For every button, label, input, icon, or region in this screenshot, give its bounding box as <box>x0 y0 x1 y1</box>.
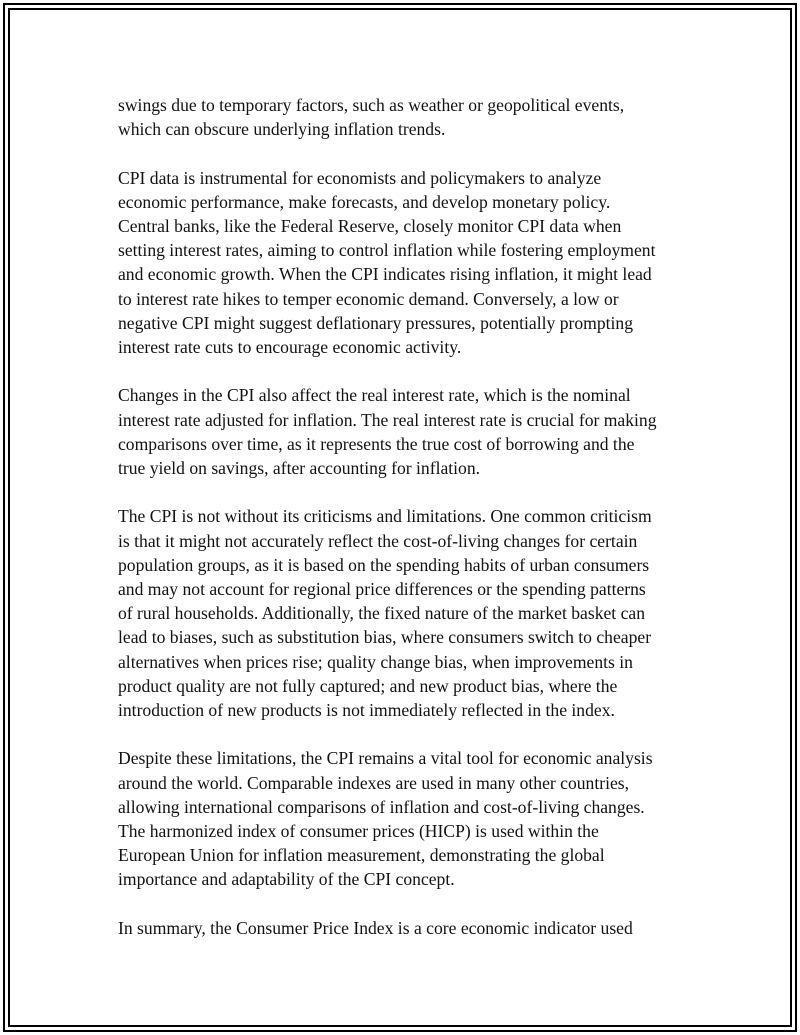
text-line: and may not account for regional price differences or the spending patterns <box>118 579 646 600</box>
text-line: alternatives when prices rise; quality change bias, when improvements in <box>118 651 633 672</box>
text-line: of rural households. Additionally, the fixed nature of the market basket can <box>118 603 646 624</box>
paragraph-2 <box>118 166 698 360</box>
text-line: product quality are not fully captured; and new product bias, where the <box>118 675 618 696</box>
text-line: The harmonized index of consumer prices (HICP) is used within the <box>118 821 599 842</box>
text-line: introduction of new products is not immediately reflected in the index. <box>118 700 615 721</box>
text-line: setting interest rates, aiming to control inflation while fostering employment <box>118 240 656 261</box>
text-line: negative CPI might suggest deflationary pressures, potentially prompting <box>118 312 634 333</box>
document-body <box>118 93 698 964</box>
text-line: importance and adaptability of the CPI concept. <box>118 869 455 890</box>
text-line: Despite these limitations, the CPI remains a vital tool for economic analysis <box>118 748 653 769</box>
paragraph-1 <box>118 93 698 141</box>
paragraph-4 <box>118 504 698 722</box>
text-line: comparisons over time, as it represents the true cost of borrowing and the <box>118 433 635 454</box>
text-line: and economic growth. When the CPI indicates rising inflation, it might lead <box>118 264 652 285</box>
paragraph-6 <box>118 916 698 940</box>
text-line: European Union for inflation measurement, demonstrating the global <box>118 845 605 866</box>
text-line: lead to biases, such as substitution bias, where consumers switch to cheaper <box>118 627 652 648</box>
text-line: to interest rate hikes to temper economic demand. Conversely, a low or <box>118 288 619 309</box>
text-line: The CPI is not without its criticisms and limitations. One common criticism <box>118 506 652 527</box>
text-line: Central banks, like the Federal Reserve, closely monitor CPI data when <box>118 216 622 236</box>
text-line: around the world. Comparable indexes are used in many other countries, <box>118 772 630 793</box>
text-line: which can obscure underlying inflation trends. <box>118 119 446 140</box>
text-line: allowing international comparisons of inflation and cost-of-living changes. <box>118 796 645 817</box>
text-line: true yield on savings, after accounting for inflation. <box>118 458 481 479</box>
paragraph-3 <box>118 383 698 480</box>
text-line: CPI data is instrumental for economists and policymakers to analyze <box>118 167 602 188</box>
text-line: interest rate adjusted for inflation. The real interest rate is crucial for making <box>118 409 657 430</box>
text-line: swings due to temporary factors, such as weather or geopolitical events, <box>118 95 625 115</box>
text-line: interest rate cuts to encourage economic activity. <box>118 337 462 358</box>
text-line: Changes in the CPI also affect the real interest rate, which is the nominal <box>118 385 631 406</box>
text-line: population groups, as it is based on the spending habits of urban consumers <box>118 554 650 575</box>
text-line: is that it might not accurately reflect the cost-of-living changes for certain <box>118 530 638 551</box>
text-line: In summary, the Consumer Price Index is a core economic indicator used <box>118 917 633 938</box>
paragraph-5 <box>118 746 698 891</box>
text-line: economic performance, make forecasts, and develop monetary policy. <box>118 191 611 212</box>
